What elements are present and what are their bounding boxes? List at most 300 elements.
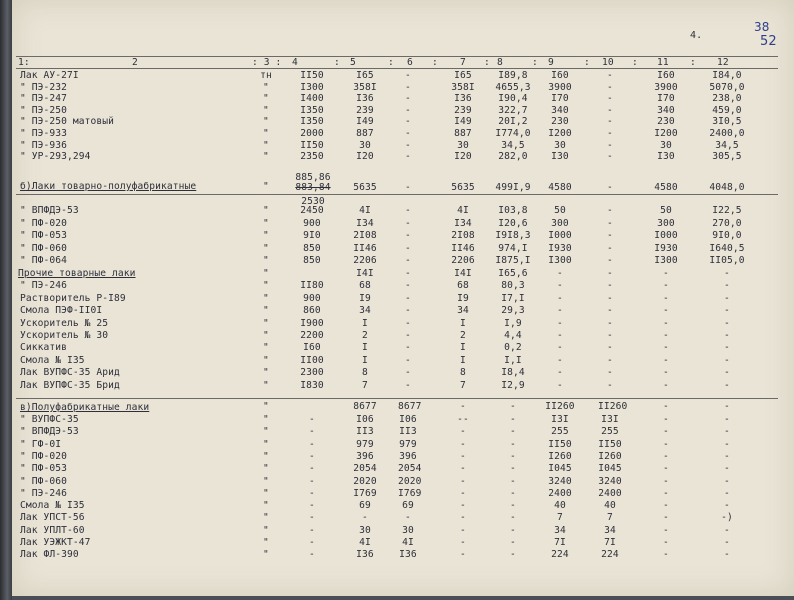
row-value: I4I [356,268,374,279]
row-value: 30 [554,139,566,151]
header-bottom-rule [16,68,778,69]
row-value: I06 [356,414,374,425]
row-value: - [405,104,411,116]
row-value: - [663,438,669,450]
row-value: 255 [601,426,619,438]
row-name: Лак УПСТ-56 [20,512,85,524]
row-value: 860 [303,305,321,317]
row-value: I000 [548,230,572,242]
row-value: 358I [451,81,475,93]
row-value: " [263,280,269,292]
row-value: " [263,330,269,341]
row-value: - [663,317,669,329]
row-value: 0,2 [504,342,522,354]
row-value: - [510,512,516,524]
row-value: I [362,317,368,329]
row-value: - [510,401,516,412]
row-name: Растворитель Р-I89 [20,292,126,304]
row-value: " [263,93,269,105]
row-value: I [362,342,368,354]
row-value: - [405,354,411,366]
row-value: - [607,330,613,341]
row-value: - [607,280,613,292]
row-value: 974,I [498,242,528,254]
row-value: 34,5 [501,139,525,151]
row-value: 34 [554,524,566,536]
section-c-rule [16,398,778,399]
row-value: II50 [300,139,324,151]
row-name: Лак ВУПФС-35 Брид [20,379,120,391]
header-cell: : [632,57,638,68]
section-b-title: б)Лаки товарно-полуфабрикатные [20,181,197,192]
row-value: " [263,217,269,229]
row-value: 3900 [548,81,572,93]
row-value: II80 [300,280,324,292]
row-value: " [263,367,269,379]
row-value: I300 [300,81,324,93]
ledger-sheet [12,0,794,596]
row-value: - [557,268,563,279]
row-value: 4I [402,537,414,548]
row-value: I930 [548,242,572,254]
row-value: 358I [353,81,377,93]
row-name: " УР-293,294 [20,151,91,163]
row-value: I70 [657,93,675,105]
row-value: 5070,0 [709,81,745,93]
row-value: - [309,475,315,487]
row-value: II05,0 [709,255,745,267]
row-value: I20 [356,151,374,163]
row-name: Лак УПЛТ-60 [20,524,85,536]
row-value: - [557,330,563,341]
row-value: I30 [657,151,675,163]
row-value: " [263,438,269,450]
header-cell: : [334,57,340,68]
row-value: " [263,379,269,391]
page-number: 4. [690,30,703,41]
row-value: - [460,537,466,548]
row-value: - [607,268,613,279]
row-value: I30 [551,151,569,163]
row-value: - [405,280,411,292]
row-value: 50 [660,205,672,216]
header-cell: : [432,57,438,68]
row-value: I [460,342,466,354]
header-cell: 12 [717,57,729,68]
header-top-rule [16,56,778,57]
row-value: - [724,524,730,536]
row-value: - [724,354,730,366]
row-value: 900 [303,292,321,304]
row-value: I65 [356,70,374,81]
row-value: " [263,512,269,524]
row-value: - [405,205,411,216]
row-value: -- [457,414,469,425]
row-value: 900 [303,217,321,229]
row-value: - [557,317,563,329]
row-value: 230 [551,116,569,128]
row-value: 396 [356,450,374,462]
header-cell: 4 [292,57,298,68]
row-value: - [724,401,730,412]
row-value: 7 [362,379,368,391]
row-value: - [724,305,730,317]
pencil-note: 2530 [301,196,325,207]
row-value: - [607,81,613,93]
row-value: " [263,128,269,139]
row-value: - [362,512,368,524]
row-value: I300 [548,255,572,267]
row-value: 2054 [353,463,377,475]
row-value: " [263,537,269,548]
row-value: - [510,426,516,438]
row-value: 2400,0 [709,128,745,139]
row-value: 2400 [598,487,622,499]
row-name: Лак АУ-27I [20,70,79,81]
row-name: Лак ФЛ-390 [20,549,79,561]
row-value: 34 [457,305,469,317]
row-value: " [263,116,269,128]
row-value: - [405,182,411,193]
row-value: 40 [604,500,616,512]
row-value: I4I [454,268,472,279]
row-value: I,9 [504,317,522,329]
row-value: - [607,367,613,379]
row-value: I84,0 [712,70,742,81]
row-value: " [263,205,269,216]
row-value: I36 [356,93,374,105]
row-value: - [607,128,613,139]
row-value: II46 [451,242,475,254]
row-value: I36 [454,93,472,105]
row-value: - [607,182,613,193]
row-value: - [405,139,411,151]
row-value: II3 [356,426,374,438]
row-name: Смола ПЭФ-II0I [20,305,103,317]
row-value: - [607,104,613,116]
row-name: Сиккатив [20,342,68,354]
row-value: - [460,438,466,450]
row-value: 224 [601,549,619,561]
row-value: I9 [359,292,371,304]
row-value: I830 [300,379,324,391]
row-value: I [460,354,466,366]
header-cell: 7 [460,57,466,68]
row-value: 8 [362,367,368,379]
row-value: II260 [545,401,575,412]
row-value: I36 [399,549,417,561]
row-value: 34,5 [715,139,739,151]
row-value: 3240 [548,475,572,487]
row-value: II3 [399,426,417,438]
row-name: " ПФ-053 [20,463,68,475]
row-value: - [405,305,411,317]
row-value: I34 [454,217,472,229]
row-value: - [510,500,516,512]
row-value: 4580 [548,182,572,193]
row-value: 7 [460,379,466,391]
row-value: I,I [504,354,522,366]
row-value: 850 [303,255,321,267]
header-cell: 6 [407,57,413,68]
row-value: I36 [356,549,374,561]
row-value: I000 [654,230,678,242]
row-value: - [607,205,613,216]
row-value: - [724,487,730,499]
row-value: I045 [548,463,572,475]
row-value: - [663,549,669,561]
row-value: - [510,487,516,499]
row-value: 270,0 [712,217,742,229]
row-value: - [557,342,563,354]
row-value: I400 [300,93,324,105]
row-value: I045 [598,463,622,475]
row-value: - [460,426,466,438]
row-name: Лак УЭЖКТ-47 [20,537,91,548]
row-value: " [263,426,269,438]
header-cell: 9 [548,57,554,68]
row-value: " [263,81,269,93]
row-value: 8 [460,367,466,379]
row-value: - [724,367,730,379]
row-value: - [724,475,730,487]
row-value: - [724,426,730,438]
row-name: " ПЭ-250 [20,104,68,116]
row-value: - [724,342,730,354]
row-value: 979 [399,438,417,450]
row-value: - [607,230,613,242]
row-value: " [263,450,269,462]
row-value: - [607,242,613,254]
row-value: I90,4 [498,93,528,105]
row-value: 68 [359,280,371,292]
row-value: - [663,401,669,412]
row-value: - [663,512,669,524]
row-value: II00 [300,354,324,366]
row-value: - [405,93,411,105]
row-value: - [663,354,669,366]
row-value: - [724,549,730,561]
row-value: - [557,305,563,317]
row-value: I65 [454,70,472,81]
header-cell: : [690,57,696,68]
row-value: 69 [402,500,414,512]
row-value: II260 [598,401,628,412]
row-value: I200 [548,128,572,139]
row-value: - [557,379,563,391]
row-value: I70 [551,93,569,105]
row-value: 499I,9 [495,182,531,193]
row-value: I20 [454,151,472,163]
row-value: " [263,487,269,499]
header-cell: : [532,57,538,68]
row-name: Смола № I35 [20,500,85,512]
row-value: - [405,81,411,93]
row-name: " ПЭ-250 матовый [20,116,115,128]
row-value: - [663,414,669,425]
row-value: 255 [551,426,569,438]
row-value: 305,5 [712,151,742,163]
row-value: -) [721,512,733,524]
header-cell: : [388,57,394,68]
row-value: I769 [398,487,422,499]
row-value: - [460,549,466,561]
row-value: 850 [303,242,321,254]
row-name: " ПЭ-246 [20,280,68,292]
row-value: - [309,414,315,425]
row-value: 887 [454,128,472,139]
row-value: 4580 [654,182,678,193]
row-value: - [405,512,411,524]
row-value: 238,0 [712,93,742,105]
row-value: - [663,367,669,379]
row-value: I [362,354,368,366]
row-value: - [510,524,516,536]
row-value: I22,5 [712,205,742,216]
row-value: - [309,537,315,548]
row-value: - [663,537,669,548]
row-name: Лак ВУПФС-35 Арид [20,367,120,379]
row-value: 2450 [300,205,324,216]
row-value: - [607,255,613,267]
row-value: - [724,438,730,450]
row-value: - [663,268,669,279]
row-value: - [724,463,730,475]
row-value: - [607,317,613,329]
row-value: I200 [654,128,678,139]
row-name: Ускоритель № 25 [20,317,109,329]
row-value: I8,4 [501,367,525,379]
row-value: - [663,450,669,462]
row-value: 340 [551,104,569,116]
row-value: II50 [300,70,324,81]
row-value: 230 [657,116,675,128]
row-value: 9I0,0 [712,230,742,242]
row-value: - [724,537,730,548]
row-value: - [309,549,315,561]
header-cell: 11 [657,57,669,68]
row-value: 340 [657,104,675,116]
row-name: " ПФ-060 [20,242,68,254]
row-value: 887 [356,128,374,139]
row-value: - [405,317,411,329]
row-value: 7I [604,537,616,548]
row-value: - [460,487,466,499]
row-value: " [263,414,269,425]
row-value: 3900 [654,81,678,93]
row-value: - [663,487,669,499]
row-value: " [263,475,269,487]
row-value: " [263,463,269,475]
row-value: - [557,367,563,379]
row-value: " [263,230,269,242]
row-value: - [405,330,411,341]
row-value: - [607,93,613,105]
row-value: - [724,292,730,304]
row-value: - [460,475,466,487]
row-value: - [460,524,466,536]
row-value: 34 [359,305,371,317]
row-value: 2I08 [451,230,475,242]
row-value: " [263,104,269,116]
row-value: - [510,475,516,487]
row-value: 4,4 [504,330,522,341]
row-value: I49 [356,116,374,128]
row-name: " ПФ-060 [20,475,68,487]
row-value: - [663,330,669,341]
header-cell: 5 [350,57,356,68]
row-value: I930 [654,242,678,254]
header-cell: 10 [602,57,614,68]
row-value: - [309,438,315,450]
row-value: - [607,292,613,304]
row-value: I640,5 [709,242,745,254]
row-value: - [405,70,411,81]
row-value: - [724,330,730,341]
row-value: - [309,450,315,462]
row-value: II50 [598,438,622,450]
row-value: - [405,217,411,229]
row-value: 239 [356,104,374,116]
row-value: 3I0,5 [712,116,742,128]
row-value: 8677 [398,401,422,412]
row-value: 50 [554,205,566,216]
row-value: - [460,500,466,512]
row-name: " ПЭ-247 [20,93,68,105]
row-value: - [405,379,411,391]
header-cell: : [584,57,590,68]
row-value: " [263,500,269,512]
row-value: I774,0 [495,128,531,139]
row-value: 7 [557,512,563,524]
row-value: 459,0 [712,104,742,116]
row-name: " ВПФДЭ-53 [20,205,79,216]
row-value: - [557,354,563,366]
row-value: II46 [353,242,377,254]
row-value: - [405,342,411,354]
row-value: 5635 [353,182,377,193]
row-value: - [309,524,315,536]
row-value: I20,6 [498,217,528,229]
row-value: - [557,280,563,292]
header-cell: 2 [132,57,138,68]
row-value: I7,I [501,292,525,304]
row-value: - [607,139,613,151]
row-value: - [607,342,613,354]
row-value: - [663,524,669,536]
row-value: " [263,401,269,412]
row-value: 2200 [300,330,324,341]
row-value: I49 [454,116,472,128]
row-value: - [405,255,411,267]
row-value: 2206 [451,255,475,267]
row-value: 7I [554,537,566,548]
row-value: " [263,342,269,354]
row-value: 2350 [300,151,324,163]
row-name: " ПЭ-933 [20,128,68,139]
row-value: - [724,268,730,279]
row-value: 4048,0 [709,182,745,193]
row-value: - [663,500,669,512]
row-value: I900 [300,317,324,329]
row-value: I350 [300,104,324,116]
row-value: " [263,292,269,304]
row-value: 4655,3 [495,81,531,93]
row-value: 5635 [451,182,475,193]
row-value: - [460,401,466,412]
header-cell: : [484,57,490,68]
row-value: 4I [359,537,371,548]
